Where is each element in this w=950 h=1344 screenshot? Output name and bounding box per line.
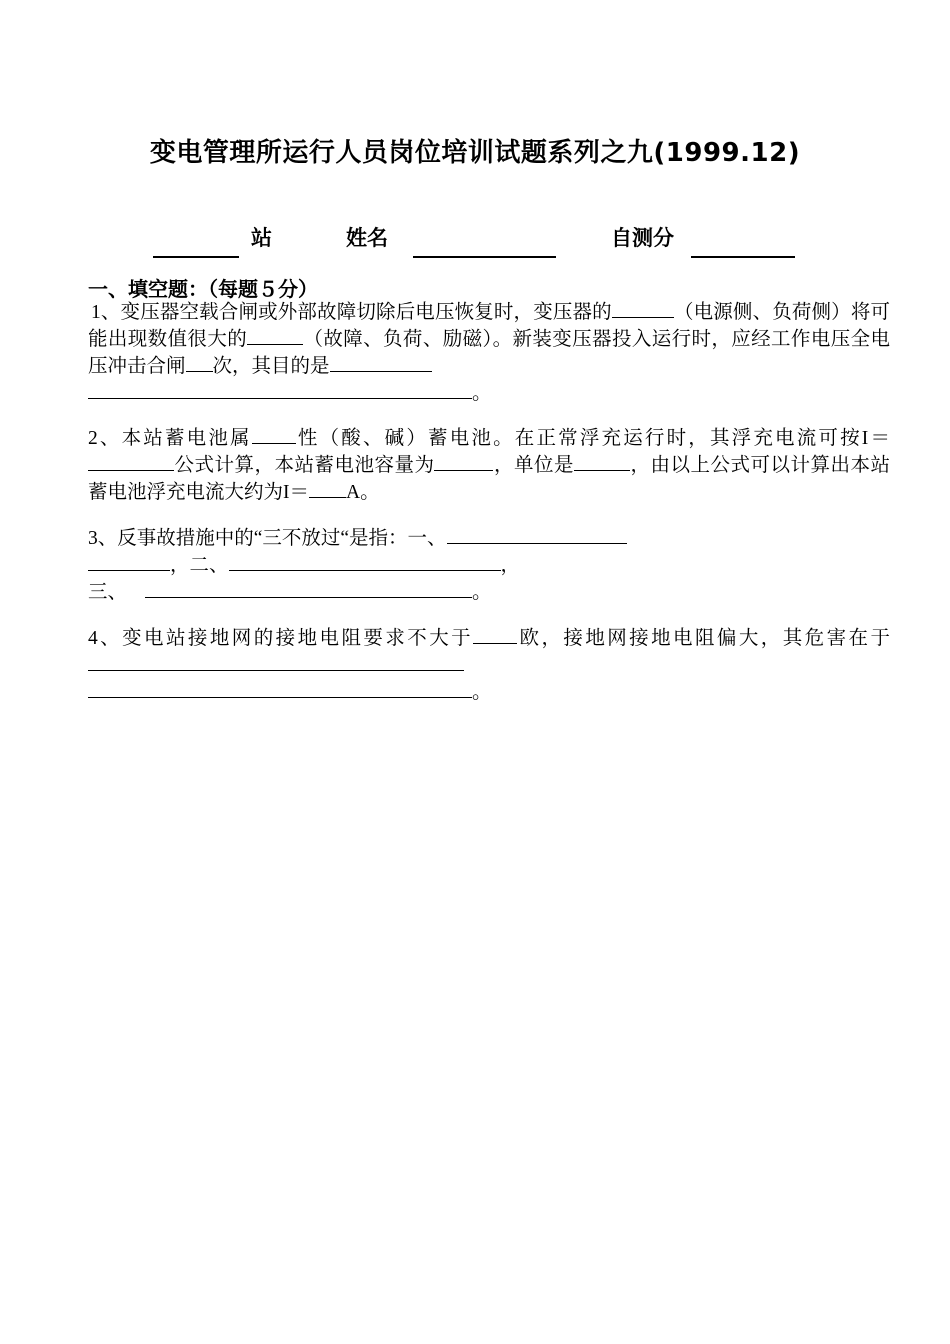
q2-blank-2[interactable]	[88, 451, 174, 471]
q4-blank-3[interactable]	[88, 678, 472, 698]
q3-blank-1[interactable]	[447, 524, 627, 544]
q1-blank-5[interactable]	[88, 379, 472, 399]
name-label: 姓名	[346, 226, 388, 250]
q3-blank-1-cont[interactable]	[88, 551, 170, 571]
q3-text-4: 三、	[88, 582, 128, 603]
q4-text-2: 欧，接地网接地电阻偏大，其危害在于	[517, 628, 890, 649]
question-2	[88, 424, 890, 505]
q4-blank-1[interactable]	[473, 624, 517, 644]
q2-text-3: 公式计算，本站蓄电池容量为	[174, 455, 435, 476]
q2-blank-4[interactable]	[574, 451, 630, 471]
q2-text-4: ，单位是	[493, 455, 574, 476]
q1-blank-3[interactable]	[186, 352, 213, 372]
header-fields	[0, 222, 950, 262]
q2-blank-1[interactable]	[252, 424, 296, 444]
station-label: 站	[251, 226, 272, 250]
section-title: 一、填空题：（每题５分）	[88, 277, 318, 301]
q3-text-1: 3、反事故措施中的“三不放过“是指：一、	[88, 528, 447, 549]
station-blank[interactable]	[153, 226, 239, 258]
q2-text-2: 性（酸、碱）蓄电池。在正常浮充运行时，其浮充电流可按I＝	[295, 428, 890, 449]
score-blank[interactable]	[691, 226, 795, 258]
question-4	[88, 624, 890, 705]
question-3	[88, 524, 890, 605]
q1-text-5: 。	[472, 383, 492, 404]
page-title: 变电管理所运行人员岗位培训试题系列之九(1999.12)	[149, 138, 801, 168]
q4-text-1: 4、变电站接地网的接地电阻要求不大于	[88, 628, 474, 649]
q1-blank-1[interactable]	[612, 298, 674, 318]
q2-text-1: 2、本站蓄电池属	[88, 428, 252, 449]
q3-blank-3[interactable]	[145, 578, 472, 598]
q1-blank-2[interactable]	[247, 325, 303, 345]
q1-text-3: （故障、负荷、励磁）。新装变压器投入运行时，应经工作电压全电压冲击合闸	[88, 329, 890, 377]
q1-text-4: 次，其目的是	[212, 356, 330, 377]
score-label: 自测分	[611, 226, 674, 250]
q1-text-2: （电源侧、负荷侧）将可能出现数值很大的	[88, 302, 890, 350]
q2-blank-5[interactable]	[309, 478, 346, 498]
q1-text-1: 1、变压器空载合闸或外部故障切除后电压恢复时，变压器的	[91, 302, 612, 323]
question-1	[88, 298, 890, 406]
q2-text-5: ，由以上公式可以计算出本站蓄电池浮充电流大约为I＝	[88, 455, 890, 503]
q3-text-5: 。	[472, 582, 492, 603]
q3-text-2: ，二、	[170, 555, 229, 576]
name-blank[interactable]	[413, 226, 556, 258]
q2-blank-3[interactable]	[434, 451, 493, 471]
q4-text-3: 。	[472, 682, 492, 703]
q3-text-3: ，	[500, 555, 521, 576]
q3-blank-2[interactable]	[229, 551, 501, 571]
q1-blank-4[interactable]	[330, 352, 432, 372]
q2-text-6: A。	[346, 482, 380, 503]
q4-blank-2[interactable]	[88, 651, 464, 671]
